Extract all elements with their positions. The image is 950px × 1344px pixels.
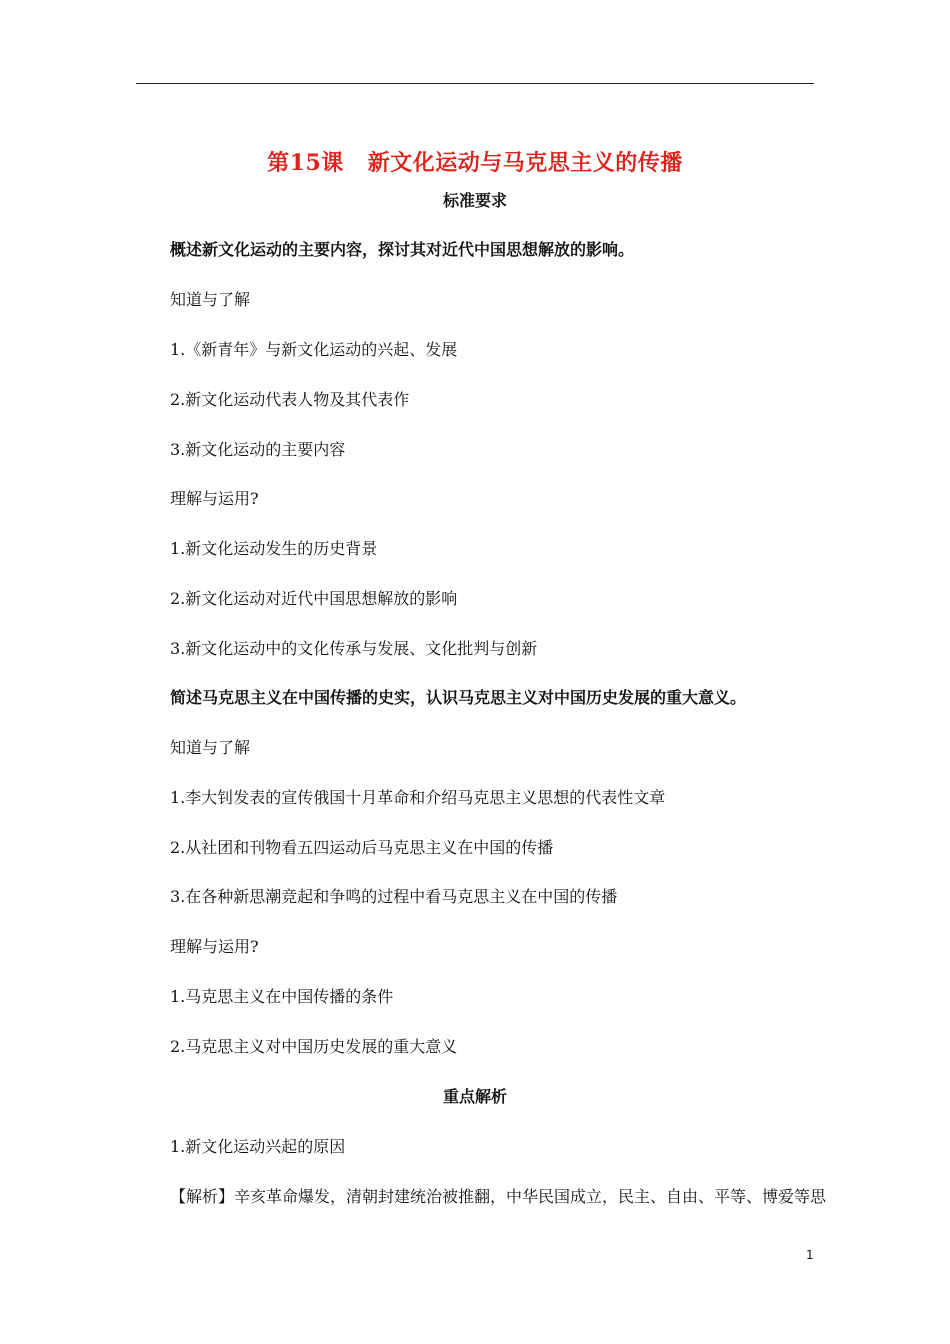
section-heading-analysis: 重点解析	[442, 1087, 507, 1106]
lesson-topic: 新文化运动与马克思主义的传播	[367, 150, 683, 176]
analysis-text: 【解析】辛亥革命爆发，清朝封建统治被推翻，中华民国成立，民主、自由、平等、博爱等思	[170, 1187, 827, 1206]
requirement-1: 概述新文化运动的主要内容，探讨其对近代中国思想解放的影响。	[170, 240, 635, 259]
list-item: 1.李大钊发表的宣传俄国十月革命和介绍马克思主义思想的代表性文章	[170, 788, 666, 807]
list-item: 1.新文化运动发生的历史背景	[170, 539, 378, 558]
list-item: 3.新文化运动中的文化传承与发展、文化批判与创新	[170, 639, 538, 658]
list-item: 2.新文化运动对近代中国思想解放的影响	[170, 589, 458, 608]
list-item: 3.在各种新思潮竞起和争鸣的过程中看马克思主义在中国的传播	[170, 887, 618, 906]
page-title	[0, 146, 950, 177]
lesson-number: 第15课	[267, 150, 344, 176]
page-number: 1	[806, 1248, 814, 1262]
subheading-know: 知道与了解	[170, 738, 251, 757]
list-item: 2.新文化运动代表人物及其代表作	[170, 390, 410, 409]
subheading-apply: 理解与运用?	[170, 937, 259, 956]
list-item: 2.从社团和刊物看五四运动后马克思主义在中国的传播	[170, 838, 554, 857]
section-heading-standards: 标准要求	[442, 191, 507, 210]
subheading-know: 知道与了解	[170, 290, 251, 309]
analysis-item: 1.新文化运动兴起的原因	[170, 1137, 346, 1156]
list-item: 1.《新青年》与新文化运动的兴起、发展	[170, 340, 458, 359]
subheading-apply: 理解与运用?	[170, 489, 259, 508]
requirement-2: 简述马克思主义在中国传播的史实，认识马克思主义对中国历史发展的重大意义。	[170, 688, 747, 707]
list-item: 2.马克思主义对中国历史发展的重大意义	[170, 1037, 458, 1056]
list-item: 3.新文化运动的主要内容	[170, 440, 346, 459]
header-rule	[136, 83, 814, 84]
list-item: 1.马克思主义在中国传播的条件	[170, 987, 394, 1006]
